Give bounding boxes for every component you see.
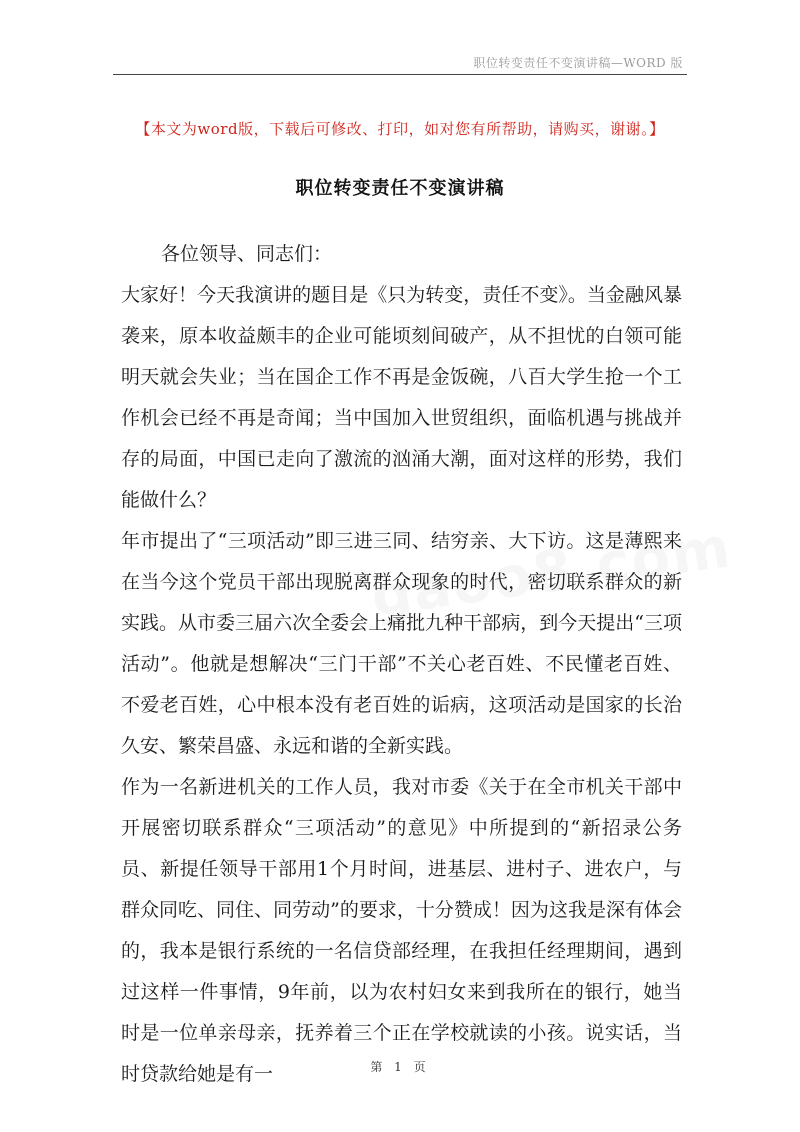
download-notice: 【本文为word版，下载后可修改、打印，如对您有所帮助，请购买，谢谢。】: [135, 120, 665, 138]
body-paragraph-3: 作为一名新进机关的工作人员，我对市委《关于在全市机关干部中开展密切联系群众“三项活动”的意见》中所提到的“新招录公务员、新提任领导干部用1个月时间，进基层、进村子、进农户，与群众同吃、同住、同劳动”的要求，十分赞成！因为这我是深有体会的，我本是银行系统的一名信贷部经理，在我担任经理期间，遇到过这样一件事情，9年前，以为农村妇女来到我所在的银行，她当时是一位单亲母亲，抚养着三个正在学校就读的小孩。说实话，当时贷款给她是有一: [121, 776, 682, 1085]
page-number: 第 1 页: [370, 1060, 430, 1074]
body-paragraph-2: 年市提出了“三项活动”即三进三同、结穷亲、大下访。这是薄熙来在当今这个党员干部出现脱离群众现象的时代，密切联系群众的新实践。从市委三届六次全委会上痛批九种干部病，到今天提出“三项活动”。他就是想解决“三门干部”不关心老百姓、不民懂老百姓、不爱老百姓，心中根本没有老百姓的诟病，这项活动是国家的长治久安、繁荣昌盛、永远和谐的全新实践。: [121, 530, 682, 757]
running-header: 职位转变责任不变演讲稿—WORD 版: [473, 56, 683, 70]
document-title: 职位转变责任不变演讲稿: [295, 178, 505, 199]
body-paragraph-1: 大家好！今天我演讲的题目是《只为转变，责任不变》。当金融风暴袭来，原本收益颇丰的企业可能顷刻间破产，从不担忧的白领可能明天就会失业；当在国企工作不再是金饭碗，八百大学生抢一个工作机会已经不再是奇闻；当中国加入世贸组织，面临机遇与挑战并存的局面，中国已走向了激流的汹涌大潮，面对这样的形势，我们能做什么？: [121, 284, 682, 511]
salutation-paragraph: 各位领导、同志们：: [161, 243, 333, 265]
document-body: [121, 234, 682, 1095]
header-divider: [113, 74, 687, 75]
